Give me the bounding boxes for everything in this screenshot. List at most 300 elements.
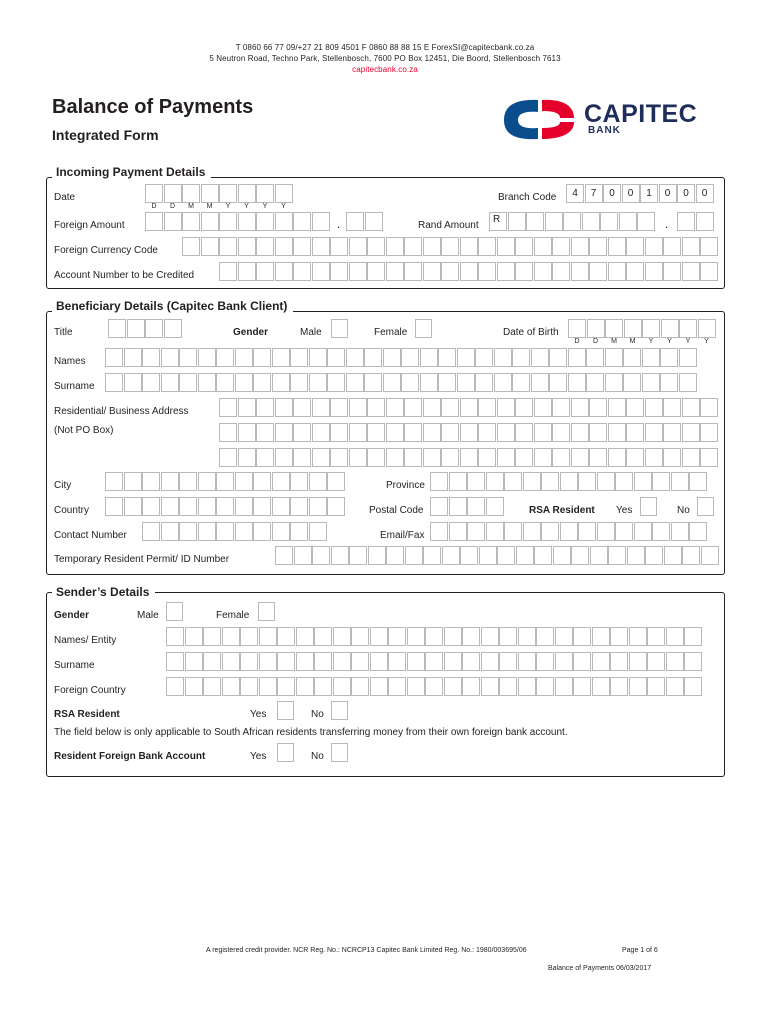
input-cell[interactable] xyxy=(145,212,163,231)
input-cell[interactable] xyxy=(330,423,348,442)
input-cell[interactable] xyxy=(479,546,497,565)
input-cell[interactable] xyxy=(497,448,515,467)
input-cell[interactable] xyxy=(563,212,581,231)
input-cell[interactable] xyxy=(592,677,610,696)
input-cell[interactable] xyxy=(475,373,493,392)
input-cell[interactable] xyxy=(571,398,589,417)
input-cell[interactable] xyxy=(161,522,179,541)
input-cell[interactable] xyxy=(600,212,618,231)
input-cell[interactable] xyxy=(407,627,425,646)
input-cell[interactable] xyxy=(388,677,406,696)
input-cell[interactable] xyxy=(460,448,478,467)
email-fax-input[interactable] xyxy=(430,522,708,541)
input-cell[interactable] xyxy=(367,237,385,256)
account-number-input[interactable] xyxy=(219,262,719,281)
input-cell[interactable] xyxy=(545,212,563,231)
input-cell[interactable] xyxy=(404,398,422,417)
input-cell[interactable] xyxy=(642,319,660,338)
surname-input[interactable] xyxy=(105,373,697,392)
input-cell[interactable] xyxy=(605,348,623,367)
input-cell[interactable] xyxy=(629,627,647,646)
input-cell[interactable] xyxy=(626,237,644,256)
input-cell[interactable] xyxy=(552,398,570,417)
input-cell[interactable] xyxy=(407,652,425,671)
input-cell[interactable] xyxy=(405,546,423,565)
input-cell[interactable] xyxy=(460,398,478,417)
input-cell[interactable] xyxy=(460,423,478,442)
input-cell[interactable] xyxy=(587,319,605,338)
input-cell[interactable] xyxy=(386,546,404,565)
input-cell[interactable] xyxy=(586,373,604,392)
input-cell[interactable] xyxy=(555,652,573,671)
input-cell[interactable] xyxy=(486,472,504,491)
address-line3-input[interactable] xyxy=(219,448,719,467)
input-cell[interactable] xyxy=(652,472,670,491)
input-cell[interactable] xyxy=(425,652,443,671)
date-input[interactable] xyxy=(145,184,293,203)
input-cell[interactable] xyxy=(349,237,367,256)
input-cell[interactable] xyxy=(578,472,596,491)
input-cell[interactable] xyxy=(541,472,559,491)
input-cell[interactable] xyxy=(401,348,419,367)
date-cell[interactable] xyxy=(164,184,182,203)
rfba-no-checkbox[interactable] xyxy=(331,743,348,762)
input-cell[interactable] xyxy=(661,319,679,338)
input-cell[interactable] xyxy=(423,262,441,281)
input-cell[interactable] xyxy=(531,348,549,367)
input-cell[interactable] xyxy=(293,423,311,442)
input-cell[interactable] xyxy=(518,652,536,671)
input-cell[interactable] xyxy=(296,677,314,696)
input-cell[interactable] xyxy=(608,237,626,256)
input-cell[interactable] xyxy=(508,212,526,231)
input-cell[interactable] xyxy=(256,398,274,417)
input-cell[interactable] xyxy=(404,448,422,467)
input-cell[interactable] xyxy=(442,546,460,565)
input-cell[interactable] xyxy=(589,448,607,467)
foreign-amount-input[interactable] xyxy=(145,212,330,231)
input-cell[interactable] xyxy=(552,237,570,256)
input-cell[interactable] xyxy=(512,373,530,392)
postal-code-input[interactable] xyxy=(430,497,504,516)
input-cell[interactable] xyxy=(404,423,422,442)
input-cell[interactable] xyxy=(696,212,714,231)
input-cell[interactable] xyxy=(238,398,256,417)
input-cell[interactable] xyxy=(293,398,311,417)
input-cell[interactable] xyxy=(142,497,160,516)
input-cell[interactable] xyxy=(478,237,496,256)
input-cell[interactable] xyxy=(608,398,626,417)
input-cell[interactable] xyxy=(423,448,441,467)
input-cell[interactable] xyxy=(497,398,515,417)
input-cell[interactable] xyxy=(663,423,681,442)
input-cell[interactable] xyxy=(475,348,493,367)
input-cell[interactable] xyxy=(486,522,504,541)
input-cell[interactable] xyxy=(460,546,478,565)
input-cell[interactable] xyxy=(309,522,327,541)
input-cell[interactable] xyxy=(608,448,626,467)
input-cell[interactable] xyxy=(275,237,293,256)
input-cell[interactable] xyxy=(615,472,633,491)
input-cell[interactable] xyxy=(645,423,663,442)
input-cell[interactable] xyxy=(314,652,332,671)
input-cell[interactable] xyxy=(367,398,385,417)
input-cell[interactable] xyxy=(386,237,404,256)
input-cell[interactable] xyxy=(327,472,345,491)
input-cell[interactable] xyxy=(386,423,404,442)
input-cell[interactable] xyxy=(624,319,642,338)
input-cell[interactable] xyxy=(478,448,496,467)
title-input[interactable] xyxy=(108,319,182,338)
input-cell[interactable] xyxy=(185,677,203,696)
input-cell[interactable] xyxy=(684,627,702,646)
input-cell[interactable] xyxy=(386,448,404,467)
input-cell[interactable] xyxy=(457,348,475,367)
input-cell[interactable] xyxy=(166,677,184,696)
input-cell[interactable] xyxy=(430,472,448,491)
input-cell[interactable] xyxy=(682,546,700,565)
input-cell[interactable] xyxy=(586,348,604,367)
input-cell[interactable] xyxy=(497,423,515,442)
input-cell[interactable] xyxy=(666,677,684,696)
input-cell[interactable] xyxy=(597,472,615,491)
input-cell[interactable] xyxy=(679,319,697,338)
input-cell[interactable] xyxy=(663,398,681,417)
input-cell[interactable] xyxy=(275,423,293,442)
male-checkbox[interactable] xyxy=(331,319,348,338)
input-cell[interactable] xyxy=(275,398,293,417)
input-cell[interactable] xyxy=(164,212,182,231)
input-cell[interactable] xyxy=(515,262,533,281)
input-cell[interactable] xyxy=(179,348,197,367)
input-cell[interactable] xyxy=(573,627,591,646)
input-cell[interactable] xyxy=(449,472,467,491)
input-cell[interactable] xyxy=(124,373,142,392)
input-cell[interactable] xyxy=(526,212,544,231)
input-cell[interactable] xyxy=(682,423,700,442)
sender-male-checkbox[interactable] xyxy=(166,602,183,621)
input-cell[interactable] xyxy=(198,472,216,491)
input-cell[interactable] xyxy=(515,237,533,256)
input-cell[interactable] xyxy=(534,423,552,442)
input-cell[interactable] xyxy=(309,472,327,491)
input-cell[interactable] xyxy=(277,627,295,646)
input-cell[interactable] xyxy=(499,627,517,646)
input-cell[interactable] xyxy=(275,546,293,565)
input-cell[interactable] xyxy=(642,373,660,392)
input-cell[interactable] xyxy=(219,237,237,256)
input-cell[interactable] xyxy=(201,237,219,256)
input-cell[interactable] xyxy=(330,262,348,281)
input-cell[interactable] xyxy=(430,522,448,541)
input-cell[interactable] xyxy=(700,237,718,256)
input-cell[interactable] xyxy=(296,627,314,646)
input-cell[interactable] xyxy=(645,398,663,417)
input-cell[interactable] xyxy=(219,262,237,281)
input-cell[interactable] xyxy=(222,652,240,671)
input-cell[interactable] xyxy=(309,348,327,367)
input-cell[interactable] xyxy=(235,472,253,491)
input-cell[interactable] xyxy=(166,652,184,671)
input-cell[interactable] xyxy=(404,237,422,256)
input-cell[interactable] xyxy=(573,677,591,696)
input-cell[interactable] xyxy=(330,398,348,417)
input-cell[interactable] xyxy=(293,448,311,467)
input-cell[interactable] xyxy=(219,212,237,231)
input-cell[interactable] xyxy=(515,398,533,417)
input-cell[interactable] xyxy=(312,398,330,417)
date-cell[interactable] xyxy=(238,184,256,203)
input-cell[interactable] xyxy=(629,652,647,671)
input-cell[interactable] xyxy=(671,522,689,541)
input-cell[interactable] xyxy=(312,423,330,442)
input-cell[interactable] xyxy=(216,522,234,541)
input-cell[interactable] xyxy=(608,546,626,565)
input-cell[interactable] xyxy=(647,652,665,671)
input-cell[interactable] xyxy=(370,627,388,646)
input-cell[interactable] xyxy=(425,627,443,646)
input-cell[interactable] xyxy=(238,262,256,281)
input-cell[interactable] xyxy=(615,522,633,541)
input-cell[interactable] xyxy=(401,373,419,392)
input-cell[interactable] xyxy=(497,546,515,565)
input-cell[interactable] xyxy=(682,237,700,256)
input-cell[interactable] xyxy=(164,319,182,338)
rsa-yes-checkbox[interactable] xyxy=(640,497,657,516)
address-line1-input[interactable] xyxy=(219,398,719,417)
sender-country-input[interactable] xyxy=(166,677,703,696)
input-cell[interactable] xyxy=(478,398,496,417)
input-cell[interactable] xyxy=(312,237,330,256)
input-cell[interactable] xyxy=(216,373,234,392)
input-cell[interactable] xyxy=(534,398,552,417)
input-cell[interactable] xyxy=(701,546,719,565)
input-cell[interactable] xyxy=(185,652,203,671)
input-cell[interactable] xyxy=(216,348,234,367)
input-cell[interactable] xyxy=(610,677,628,696)
input-cell[interactable] xyxy=(677,212,695,231)
date-cell[interactable] xyxy=(145,184,163,203)
input-cell[interactable] xyxy=(327,373,345,392)
date-cell[interactable] xyxy=(201,184,219,203)
input-cell[interactable] xyxy=(349,398,367,417)
input-cell[interactable] xyxy=(481,627,499,646)
input-cell[interactable] xyxy=(368,546,386,565)
input-cell[interactable] xyxy=(272,522,290,541)
input-cell[interactable] xyxy=(438,348,456,367)
input-cell[interactable] xyxy=(253,472,271,491)
input-cell[interactable] xyxy=(349,262,367,281)
input-cell[interactable] xyxy=(203,627,221,646)
input-cell[interactable] xyxy=(589,398,607,417)
input-cell[interactable] xyxy=(331,546,349,565)
input-cell[interactable] xyxy=(623,373,641,392)
input-cell[interactable] xyxy=(275,262,293,281)
input-cell[interactable] xyxy=(166,627,184,646)
input-cell[interactable] xyxy=(346,212,364,231)
input-cell[interactable] xyxy=(238,212,256,231)
input-cell[interactable] xyxy=(698,319,716,338)
input-cell[interactable] xyxy=(462,627,480,646)
input-cell[interactable] xyxy=(312,262,330,281)
input-cell[interactable] xyxy=(423,423,441,442)
input-cell[interactable] xyxy=(684,652,702,671)
input-cell[interactable] xyxy=(349,546,367,565)
input-cell[interactable] xyxy=(555,627,573,646)
input-cell[interactable] xyxy=(645,448,663,467)
input-cell[interactable] xyxy=(462,652,480,671)
input-cell[interactable] xyxy=(259,652,277,671)
input-cell[interactable] xyxy=(571,423,589,442)
input-cell[interactable] xyxy=(568,319,586,338)
input-cell[interactable] xyxy=(449,522,467,541)
input-cell[interactable] xyxy=(497,262,515,281)
input-cell[interactable] xyxy=(444,677,462,696)
input-cell[interactable] xyxy=(386,262,404,281)
input-cell[interactable] xyxy=(203,652,221,671)
input-cell[interactable] xyxy=(589,237,607,256)
input-cell[interactable] xyxy=(534,546,552,565)
input-cell[interactable] xyxy=(161,373,179,392)
input-cell[interactable] xyxy=(478,262,496,281)
rand-amount-input[interactable] xyxy=(489,212,656,231)
input-cell[interactable] xyxy=(327,348,345,367)
input-cell[interactable] xyxy=(536,677,554,696)
rsa-no-checkbox[interactable] xyxy=(697,497,714,516)
input-cell[interactable] xyxy=(534,237,552,256)
input-cell[interactable] xyxy=(660,348,678,367)
input-cell[interactable] xyxy=(256,262,274,281)
input-cell[interactable] xyxy=(582,212,600,231)
input-cell[interactable] xyxy=(504,522,522,541)
input-cell[interactable] xyxy=(179,522,197,541)
input-cell[interactable] xyxy=(467,472,485,491)
input-cell[interactable] xyxy=(256,448,274,467)
input-cell[interactable] xyxy=(145,319,163,338)
input-cell[interactable] xyxy=(494,373,512,392)
input-cell[interactable] xyxy=(253,373,271,392)
input-cell[interactable] xyxy=(253,348,271,367)
input-cell[interactable] xyxy=(423,398,441,417)
input-cell[interactable] xyxy=(277,677,295,696)
input-cell[interactable] xyxy=(457,373,475,392)
input-cell[interactable] xyxy=(441,262,459,281)
input-cell[interactable] xyxy=(671,472,689,491)
input-cell[interactable] xyxy=(504,472,522,491)
input-cell[interactable] xyxy=(272,373,290,392)
contact-number-input[interactable] xyxy=(142,522,327,541)
input-cell[interactable] xyxy=(523,472,541,491)
input-cell[interactable] xyxy=(425,677,443,696)
input-cell[interactable] xyxy=(235,497,253,516)
input-cell[interactable] xyxy=(290,373,308,392)
address-line2-input[interactable] xyxy=(219,423,719,442)
input-cell[interactable] xyxy=(666,627,684,646)
input-cell[interactable] xyxy=(256,423,274,442)
input-cell[interactable] xyxy=(515,423,533,442)
input-cell[interactable] xyxy=(553,546,571,565)
input-cell[interactable] xyxy=(203,677,221,696)
input-cell[interactable] xyxy=(689,472,707,491)
input-cell[interactable] xyxy=(290,348,308,367)
input-cell[interactable] xyxy=(494,348,512,367)
date-cell[interactable] xyxy=(182,184,200,203)
input-cell[interactable] xyxy=(460,237,478,256)
input-cell[interactable] xyxy=(531,373,549,392)
input-cell[interactable] xyxy=(666,652,684,671)
input-cell[interactable] xyxy=(637,212,655,231)
input-cell[interactable] xyxy=(568,373,586,392)
input-cell[interactable] xyxy=(467,522,485,541)
city-input[interactable] xyxy=(105,472,346,491)
input-cell[interactable] xyxy=(370,652,388,671)
input-cell[interactable] xyxy=(383,348,401,367)
input-cell[interactable] xyxy=(571,546,589,565)
input-cell[interactable] xyxy=(238,237,256,256)
input-cell[interactable] xyxy=(684,677,702,696)
input-cell[interactable] xyxy=(222,627,240,646)
input-cell[interactable] xyxy=(198,373,216,392)
input-cell[interactable] xyxy=(610,627,628,646)
input-cell[interactable] xyxy=(388,627,406,646)
input-cell[interactable] xyxy=(512,348,530,367)
input-cell[interactable] xyxy=(460,262,478,281)
input-cell[interactable] xyxy=(330,237,348,256)
input-cell[interactable] xyxy=(105,497,123,516)
input-cell[interactable] xyxy=(592,652,610,671)
input-cell[interactable] xyxy=(626,423,644,442)
input-cell[interactable] xyxy=(240,652,258,671)
input-cell[interactable] xyxy=(105,472,123,491)
names-input[interactable] xyxy=(105,348,697,367)
input-cell[interactable] xyxy=(367,262,385,281)
input-cell[interactable] xyxy=(481,677,499,696)
input-cell[interactable] xyxy=(404,262,422,281)
input-cell[interactable] xyxy=(700,398,718,417)
input-cell[interactable] xyxy=(219,423,237,442)
date-cell[interactable] xyxy=(219,184,237,203)
input-cell[interactable] xyxy=(534,448,552,467)
input-cell[interactable] xyxy=(626,448,644,467)
input-cell[interactable] xyxy=(235,348,253,367)
input-cell[interactable] xyxy=(272,472,290,491)
input-cell[interactable] xyxy=(541,522,559,541)
input-cell[interactable] xyxy=(663,237,681,256)
input-cell[interactable] xyxy=(124,497,142,516)
province-input[interactable] xyxy=(430,472,708,491)
input-cell[interactable] xyxy=(238,448,256,467)
input-cell[interactable] xyxy=(185,627,203,646)
input-cell[interactable] xyxy=(256,237,274,256)
input-cell[interactable] xyxy=(330,448,348,467)
input-cell[interactable] xyxy=(608,262,626,281)
input-cell[interactable] xyxy=(290,522,308,541)
input-cell[interactable] xyxy=(367,423,385,442)
input-cell[interactable] xyxy=(700,448,718,467)
input-cell[interactable] xyxy=(499,677,517,696)
input-cell[interactable] xyxy=(179,472,197,491)
input-cell[interactable] xyxy=(555,677,573,696)
input-cell[interactable] xyxy=(296,652,314,671)
input-cell[interactable] xyxy=(626,398,644,417)
input-cell[interactable] xyxy=(142,348,160,367)
rand-amount-cents-input[interactable] xyxy=(677,212,714,231)
input-cell[interactable] xyxy=(441,423,459,442)
input-cell[interactable] xyxy=(309,497,327,516)
currency-code-input[interactable] xyxy=(182,237,719,256)
input-cell[interactable] xyxy=(462,677,480,696)
input-cell[interactable] xyxy=(682,262,700,281)
